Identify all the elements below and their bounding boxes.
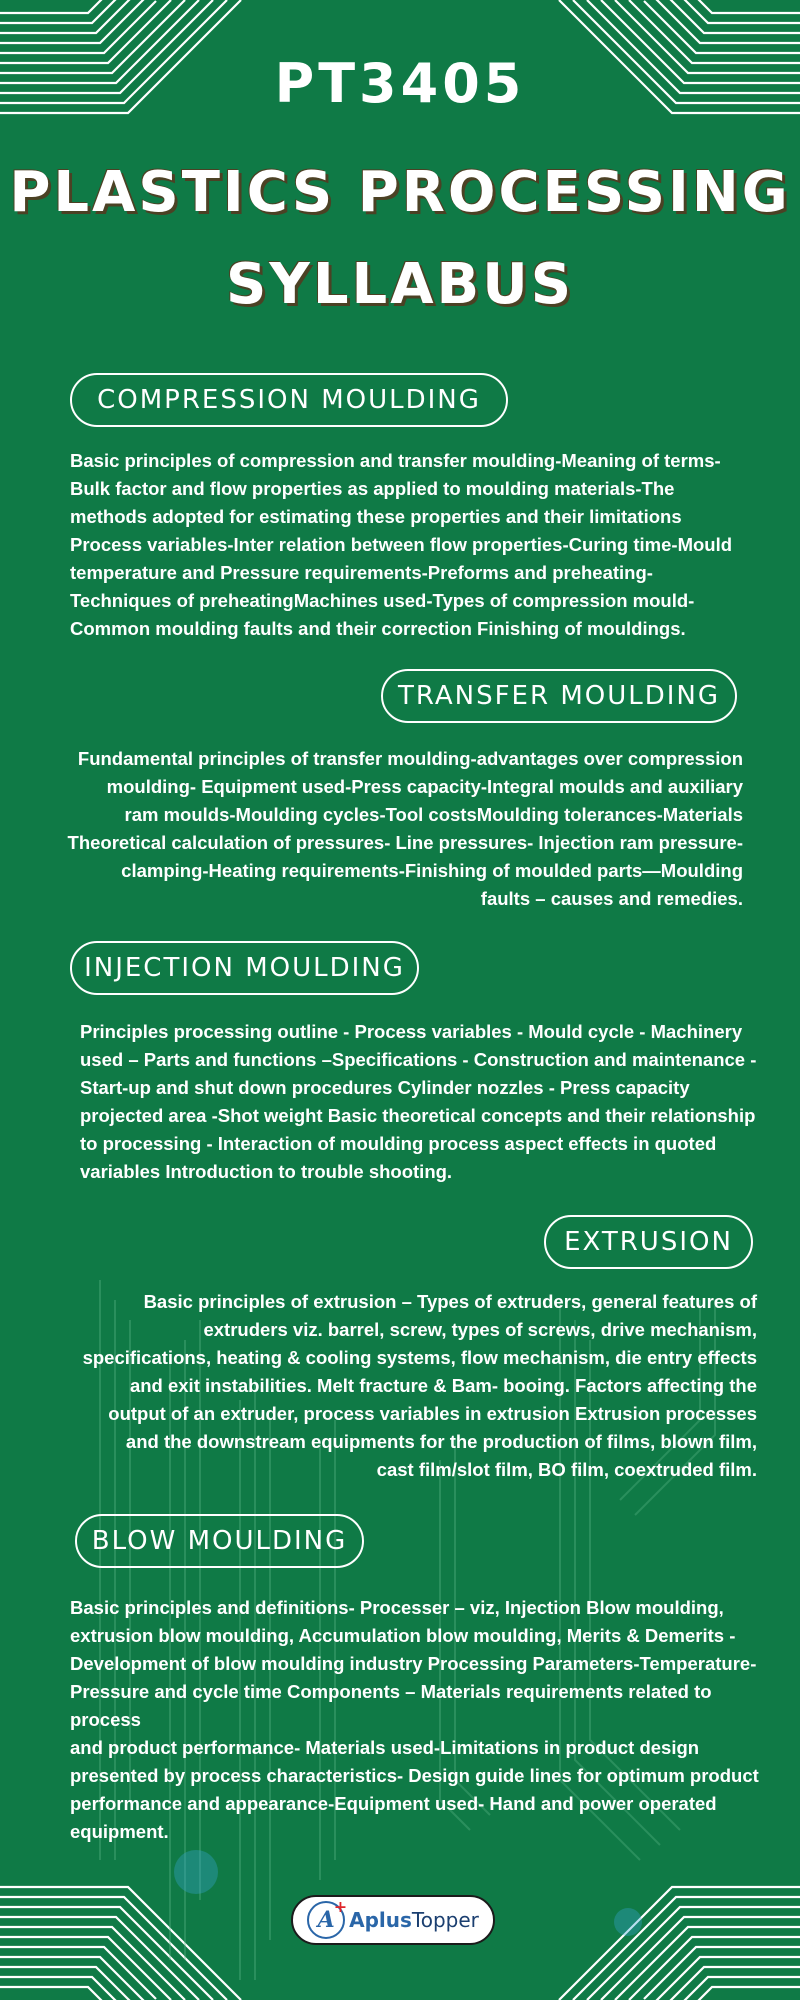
section-text-transfer-moulding xyxy=(60,745,743,913)
glow-right xyxy=(614,1908,642,1936)
text-line: Bulk factor and flow properties as applied to moulding materials-The xyxy=(70,478,675,499)
section-heading-extrusion: EXTRUSION xyxy=(544,1215,753,1269)
logo-mark-letter: A xyxy=(317,1907,335,1933)
text-line: temperature and Pressure requirements-Preforms and preheating- xyxy=(70,562,653,583)
text-line: variables Introduction to trouble shooting. xyxy=(80,1161,453,1182)
text-line: specifications, heating & cooling systems, flow mechanism, die entry effects xyxy=(82,1347,757,1368)
corner-lines-bottom-right xyxy=(559,1887,800,2000)
text-line: clamping-Heating requirements-Finishing of moulded parts—Moulding xyxy=(121,860,743,881)
section-heading-transfer-moulding: TRANSFER MOULDING xyxy=(381,669,737,723)
logo-mark-icon xyxy=(307,1897,348,1939)
section-heading-compression-moulding: COMPRESSION MOULDING xyxy=(70,373,508,427)
text-line: Basic principles and definitions- Processer – viz, Injection Blow moulding, xyxy=(70,1597,724,1618)
text-line: Basic principles of extrusion – Types of extruders, general features of xyxy=(143,1291,757,1312)
section-text-compression-moulding xyxy=(70,447,750,643)
text-line: and exit instabilities. Melt fracture & Bam- booing. Factors affecting the xyxy=(129,1375,757,1396)
text-line: Start-up and shut down procedures Cylinder nozzles - Press capacity xyxy=(80,1077,690,1098)
page-subtitle: SYLLABUS xyxy=(225,252,575,317)
text-line: Fundamental principles of transfer moulding-advantages over compression xyxy=(77,748,743,769)
text-line: performance and appearance-Equipment used- Hand and power operated xyxy=(70,1793,717,1814)
text-line: output of an extruder, process variables in extrusion Extrusion processes xyxy=(108,1403,757,1424)
section-text-extrusion xyxy=(60,1288,757,1484)
glow-left xyxy=(174,1850,218,1894)
text-line: and the downstream equipments for the production of films, blown film, xyxy=(125,1431,757,1452)
text-line: Common moulding faults and their correction Finishing of mouldings. xyxy=(70,618,686,639)
text-line: to processing - Interaction of moulding process aspect effects in quoted xyxy=(80,1133,717,1154)
section-text-blow-moulding xyxy=(70,1594,782,1846)
text-line: ram moulds-Moulding cycles-Tool costsMoulding tolerances-Materials xyxy=(124,804,743,825)
section-heading-injection-moulding: INJECTION MOULDING xyxy=(70,941,419,995)
text-line: Techniques of preheatingMachines used-Types of compression mould- xyxy=(70,590,695,611)
text-line: projected area -Shot weight Basic theoretical concepts and their relationship xyxy=(80,1105,756,1126)
text-line: presented by process characteristics- Design guide lines for optimum product xyxy=(70,1765,759,1786)
text-line: Principles processing outline - Process variables - Mould cycle - Machinery xyxy=(80,1021,743,1042)
text-line: faults – causes and remedies. xyxy=(480,888,743,909)
text-line: Theoretical calculation of pressures- Line pressures- Injection ram pressure- xyxy=(67,832,743,853)
text-line: equipment. xyxy=(70,1821,169,1842)
course-code: PT3405 xyxy=(274,52,526,115)
text-line: methods adopted for estimating these properties and their limitations xyxy=(70,506,682,527)
text-line: moulding- Equipment used-Press capacity-Integral moulds and auxiliary xyxy=(106,776,743,797)
logo-text xyxy=(349,1908,479,1932)
text-line: Pressure and cycle time Components – Materials requirements related to process xyxy=(70,1681,712,1730)
text-line: used – Parts and functions –Specifications - Construction and maintenance - xyxy=(80,1049,757,1070)
text-line: Process variables-Inter relation between flow properties-Curing time-Mould xyxy=(70,534,733,555)
text-line: extrusion blow moulding, Accumulation blow moulding, Merits & Demerits - xyxy=(70,1625,736,1646)
logo-text-bold: Aplus xyxy=(349,1908,412,1932)
text-line: and product performance- Materials used-Limitations in product design xyxy=(70,1737,700,1758)
logo-plus-sign: + xyxy=(333,1897,348,1916)
text-line: Development of blow moulding industry Processing Parameters-Temperature- xyxy=(70,1653,757,1674)
text-line: extruders viz. barrel, screw, types of screws, drive mechanism, xyxy=(203,1319,757,1340)
logo-text-normal: Topper xyxy=(411,1908,479,1932)
page-title: PLASTICS PROCESSING xyxy=(9,160,791,225)
text-line: Basic principles of compression and transfer moulding-Meaning of terms- xyxy=(70,450,721,471)
corner-lines-bottom-left xyxy=(0,1887,241,2000)
section-heading-blow-moulding: BLOW MOULDING xyxy=(75,1514,364,1568)
aplustopper-logo[interactable] xyxy=(291,1895,495,1945)
section-text-injection-moulding xyxy=(80,1018,760,1186)
text-line: cast film/slot film, BO film, coextruded film. xyxy=(376,1459,757,1480)
